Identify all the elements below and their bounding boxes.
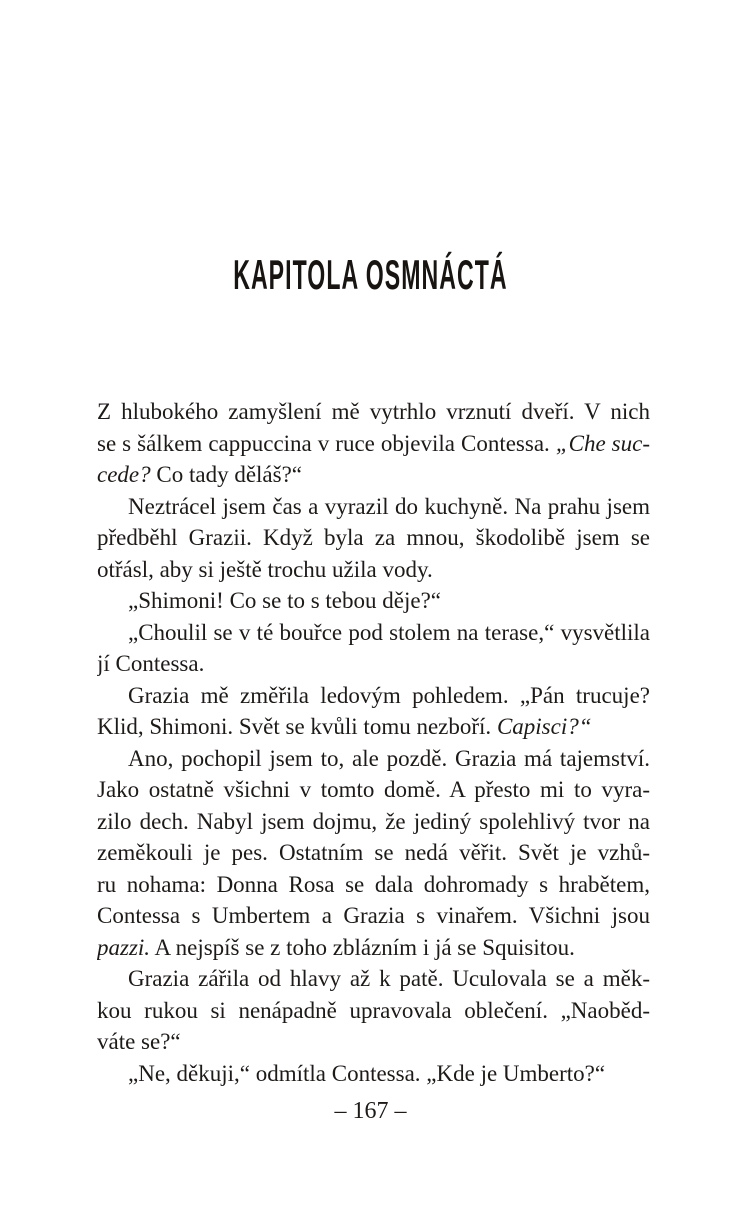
paragraph <box>97 743 650 964</box>
text-line <box>97 743 650 775</box>
text-line <box>97 396 650 428</box>
text-line <box>97 459 650 491</box>
text-segment: A nejspíš se z toho zblázním i já se Squisitou. <box>150 934 575 960</box>
text-line <box>97 617 650 649</box>
paragraph <box>97 491 650 586</box>
text-segment: zilo dech. Nabyl jsem dojmu, že jediný spolehlivý tvor na <box>97 808 650 834</box>
text-segment: Contessa s Umbertem a Grazia s vinařem. Všichni jsou <box>97 903 650 928</box>
text-line <box>97 1058 650 1090</box>
text-line <box>97 554 650 586</box>
text-segment: se s šálkem cappuccina v ruce objevila Contessa. <box>97 430 556 456</box>
text-line <box>97 995 650 1027</box>
text-segment: Co tady děláš?“ <box>150 462 303 487</box>
paragraph <box>97 1058 650 1090</box>
text-segment: „Shimoni! Co se to s tebou děje?“ <box>128 588 441 613</box>
italic-text-segment: Capisci?“ <box>496 714 592 739</box>
text-segment: ru nohama: Donna Rosa se dala dohromady s hrabětem, <box>97 871 650 897</box>
text-segment: „Ne, děkuji,“ odmítla Contessa. „Kde je Umberto?“ <box>128 1060 606 1086</box>
text-line <box>97 711 650 743</box>
text-segment: Grazia mě změřila ledovým pohledem. „Pán trucuje? <box>128 682 650 708</box>
text-segment: Z hlubokého zamyšlení mě vytrhlo vrznutí dveří. V nich <box>97 399 650 424</box>
text-segment: zeměkouli je pes. Ostatním se nedá věřit. Svět je vzhů- <box>97 840 650 865</box>
paragraph <box>97 396 650 491</box>
text-segment: Klid, Shimoni. Svět se kvůli tomu nezboří. <box>97 714 497 739</box>
text-line <box>97 585 650 617</box>
text-line <box>97 963 650 995</box>
text-line <box>97 900 650 932</box>
text-line <box>97 837 650 869</box>
text-line <box>97 648 650 680</box>
text-line <box>97 806 650 838</box>
text-line <box>97 680 650 712</box>
page-number: – 167 – <box>334 1098 407 1124</box>
text-line <box>97 491 650 523</box>
paragraph <box>97 963 650 1058</box>
italic-text-segment: „Che suc- <box>555 430 650 456</box>
body-text <box>97 396 650 1089</box>
text-segment: Neztrácel jsem čas a vyrazil do kuchyně. Na prahu jsem <box>128 493 650 519</box>
text-segment: „Choulil se v té bouřce pod stolem na terase,“ vysvětlila <box>128 619 650 645</box>
paragraph <box>97 585 650 617</box>
chapter-title <box>0 252 741 298</box>
italic-text-segment: cede? <box>97 462 151 487</box>
text-segment: kou rukou si nenápadně upravovala oblečení. „Naoběd- <box>97 997 650 1023</box>
text-line <box>97 932 650 964</box>
text-line <box>97 428 650 460</box>
text-line <box>97 869 650 901</box>
paragraph <box>97 617 650 680</box>
text-segment: Jako ostatně všichni v tomto domě. A přesto mi to vyra- <box>97 777 650 802</box>
text-line <box>97 774 650 806</box>
text-line <box>97 1026 650 1058</box>
italic-text-segment: pazzi. <box>97 934 151 960</box>
paragraph <box>97 680 650 743</box>
text-segment: předběhl Grazii. Když byla za mnou, škodolibě jsem se <box>97 525 650 550</box>
text-segment: Ano, pochopil jsem to, ale pozdě. Grazia má tajemství. <box>128 745 650 771</box>
chapter-title-text: KAPITOLA OSMNÁCTÁ <box>233 251 508 298</box>
text-segment: otřásl, aby si ještě trochu užila vody. <box>97 556 433 582</box>
text-segment: jí Contessa. <box>97 651 205 676</box>
text-segment: Grazia zářila od hlavy až k patě. Uculovala se a měk- <box>128 966 650 991</box>
text-line <box>97 522 650 554</box>
text-segment: váte se?“ <box>97 1029 181 1054</box>
